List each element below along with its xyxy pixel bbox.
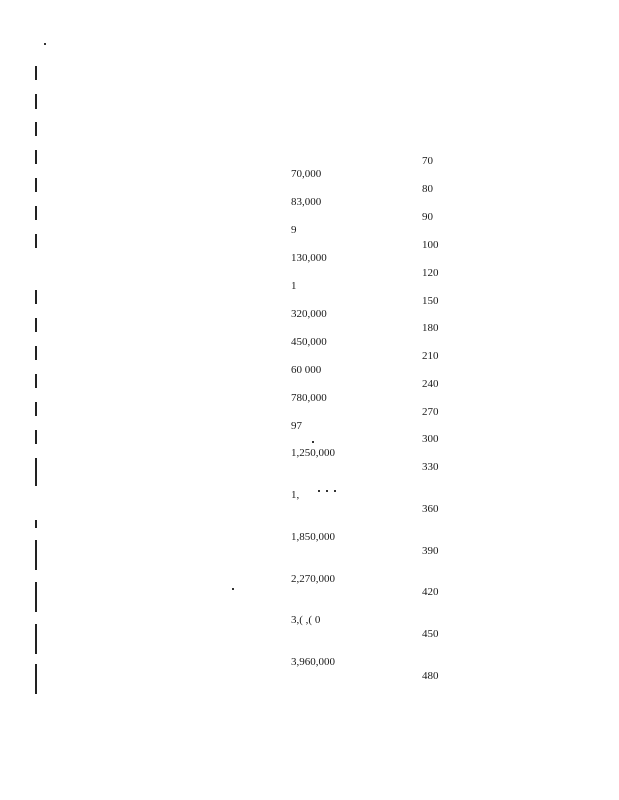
rate-cell: 360 <box>422 503 439 515</box>
rate-cell: 240 <box>422 378 439 390</box>
rate-cell: 480 <box>422 670 439 682</box>
amount-cell: 320,000 <box>291 308 327 320</box>
scan-speck <box>44 43 46 45</box>
amount-cell: 3,( ,( 0 <box>291 614 321 626</box>
scan-speck <box>232 588 234 590</box>
margin-bar <box>35 582 37 612</box>
amount-cell: 780,000 <box>291 392 327 404</box>
rate-cell: 80 <box>422 183 433 195</box>
amount-cell: 9 <box>291 224 297 236</box>
margin-bar <box>35 520 37 528</box>
amount-cell: 3,960,000 <box>291 656 335 668</box>
scan-speck <box>318 490 320 492</box>
amount-cell: 70,000 <box>291 168 322 180</box>
rate-cell: 90 <box>422 211 433 223</box>
margin-bar <box>35 290 37 304</box>
rate-cell: 330 <box>422 461 439 473</box>
rate-cell: 270 <box>422 406 439 418</box>
margin-bar <box>35 150 37 164</box>
margin-bar <box>35 346 37 360</box>
amount-cell: 1 <box>291 280 297 292</box>
margin-bar <box>35 66 37 80</box>
scan-speck <box>326 490 328 492</box>
rate-cell: 450 <box>422 628 439 640</box>
margin-bar <box>35 402 37 416</box>
margin-bar <box>35 374 37 388</box>
rate-cell: 390 <box>422 545 439 557</box>
rate-cell: 180 <box>422 322 439 334</box>
margin-bar <box>35 122 37 136</box>
rate-cell: 100 <box>422 239 439 251</box>
margin-bar <box>35 430 37 444</box>
scan-speck <box>312 441 314 443</box>
rate-cell: 120 <box>422 267 439 279</box>
margin-bar <box>35 624 37 654</box>
margin-bar <box>35 178 37 192</box>
amount-cell: 450,000 <box>291 336 327 348</box>
margin-bar <box>35 664 37 694</box>
amount-cell: 130,000 <box>291 252 327 264</box>
amount-cell: 83,000 <box>291 196 322 208</box>
rate-cell: 70 <box>422 155 433 167</box>
margin-bar <box>35 540 37 570</box>
amount-cell: 1,850,000 <box>291 531 335 543</box>
scan-speck <box>334 490 336 492</box>
margin-bar <box>35 206 37 220</box>
amount-cell: 1, <box>291 489 300 501</box>
amount-cell: 2,270,000 <box>291 573 335 585</box>
amount-cell: 97 <box>291 420 302 432</box>
margin-bar <box>35 458 37 486</box>
margin-bar <box>35 94 37 109</box>
rate-cell: 210 <box>422 350 439 362</box>
rate-cell: 150 <box>422 295 439 307</box>
margin-bar <box>35 318 37 332</box>
rate-cell: 300 <box>422 433 439 445</box>
amount-cell: 1,250,000 <box>291 447 335 459</box>
amount-cell: 60 000 <box>291 364 322 376</box>
margin-bar <box>35 234 37 248</box>
rate-cell: 420 <box>422 586 439 598</box>
